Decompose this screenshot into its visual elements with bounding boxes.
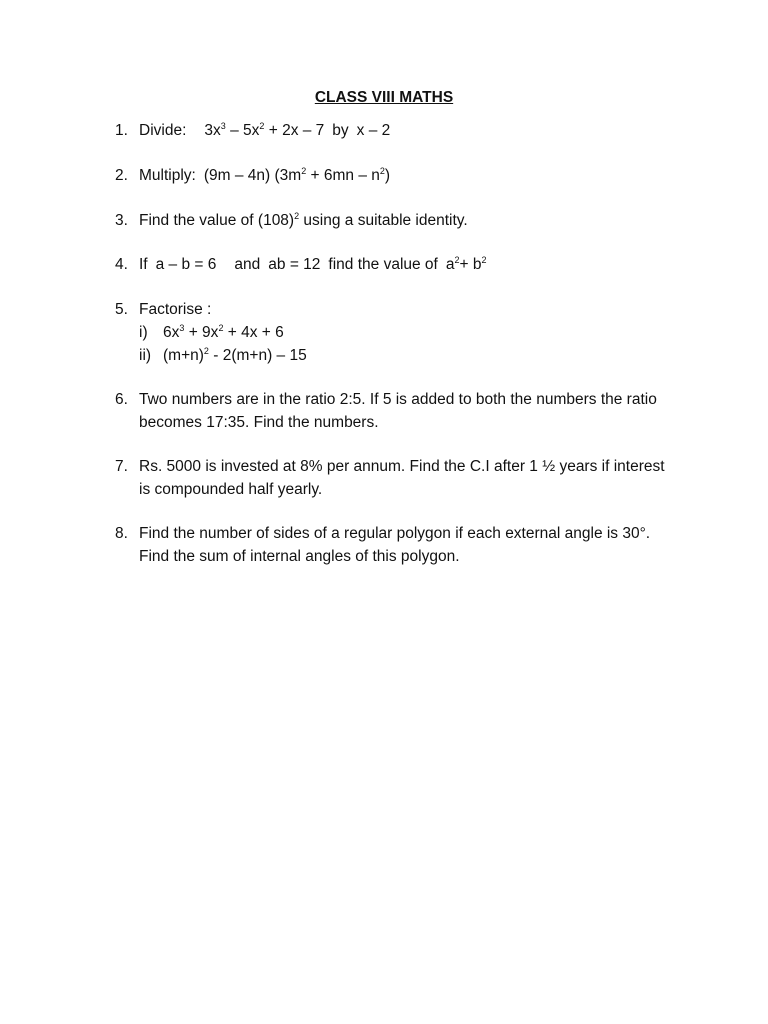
exponent: 3 — [179, 323, 185, 333]
question-number: 3. — [115, 212, 128, 229]
math-term: (9m – 4n) (3m — [203, 167, 302, 184]
question-text: Find the number of sides of a regular polygon if each external angle is 30°. Find the sum of internal angles of this polygon. — [139, 525, 651, 565]
math-term: + 6mn – n — [306, 167, 380, 184]
question-label: Factorise : — [139, 301, 212, 318]
question-number: 4. — [115, 256, 128, 273]
exponent: 2 — [379, 166, 385, 176]
question-number: 7. — [115, 458, 128, 475]
question-text: Find the value of (108) — [139, 212, 295, 229]
question-3 — [115, 209, 675, 232]
question-8 — [115, 522, 675, 568]
question-text: If — [139, 256, 148, 273]
question-text: Rs. 5000 is invested at 8% per annum. Find the C.I after 1 ½ years if interest is compounded half yearly. — [139, 458, 665, 498]
question-number: 5. — [115, 301, 128, 318]
exponent: 3 — [220, 121, 226, 131]
question-number: 2. — [115, 167, 128, 184]
math-term: + 9x — [184, 324, 219, 341]
exponent: 2 — [203, 346, 209, 356]
sub-question — [139, 321, 675, 344]
question-label: Divide: — [139, 122, 187, 139]
math-term: 6x — [163, 324, 180, 341]
math-term: + b — [459, 256, 482, 273]
question-5 — [115, 298, 675, 367]
math-term: + 2x – 7 — [264, 122, 325, 139]
math-term: ) — [384, 167, 391, 184]
question-4 — [115, 253, 675, 276]
math-term: - 2(m+n) – 15 — [208, 347, 307, 364]
math-term: (m+n) — [163, 347, 204, 364]
exponent: 2 — [454, 255, 460, 265]
question-body — [139, 209, 675, 232]
math-term: – 5x — [225, 122, 260, 139]
question-body — [139, 119, 675, 142]
math-term: a – b = 6 — [155, 256, 217, 273]
math-word: by — [332, 122, 349, 139]
exponent: 2 — [259, 121, 265, 131]
question-body — [139, 253, 675, 276]
math-term: x – 2 — [356, 122, 391, 139]
question-text: Two numbers are in the ratio 2:5. If 5 is added to both the numbers the ratio becomes 17:35. Find the numbers. — [139, 391, 657, 431]
exponent: 2 — [481, 255, 487, 265]
sub-question-number: ii) — [139, 347, 152, 364]
sub-question — [139, 344, 675, 367]
question-number: 8. — [115, 525, 128, 542]
question-1 — [115, 119, 675, 142]
question-2 — [115, 164, 675, 187]
exponent: 2 — [294, 211, 300, 221]
exponent: 2 — [218, 323, 224, 333]
question-6 — [115, 388, 675, 434]
question-number: 6. — [115, 391, 128, 408]
question-text: and — [234, 256, 261, 273]
question-body — [139, 164, 675, 187]
question-number: 1. — [115, 122, 128, 139]
question-text: find the value of — [328, 256, 438, 273]
question-text: using a suitable identity. — [299, 212, 468, 229]
question-7 — [115, 455, 675, 501]
math-term: 3x — [204, 122, 221, 139]
document-title: CLASS VIII MATHS — [314, 89, 454, 106]
math-term: + 4x + 6 — [223, 324, 284, 341]
exponent: 2 — [301, 166, 307, 176]
question-label: Multiply: — [139, 167, 196, 184]
sub-question-number: i) — [139, 324, 148, 341]
math-term: ab = 12 — [268, 256, 321, 273]
math-term: a — [445, 256, 455, 273]
question-body — [139, 298, 675, 321]
